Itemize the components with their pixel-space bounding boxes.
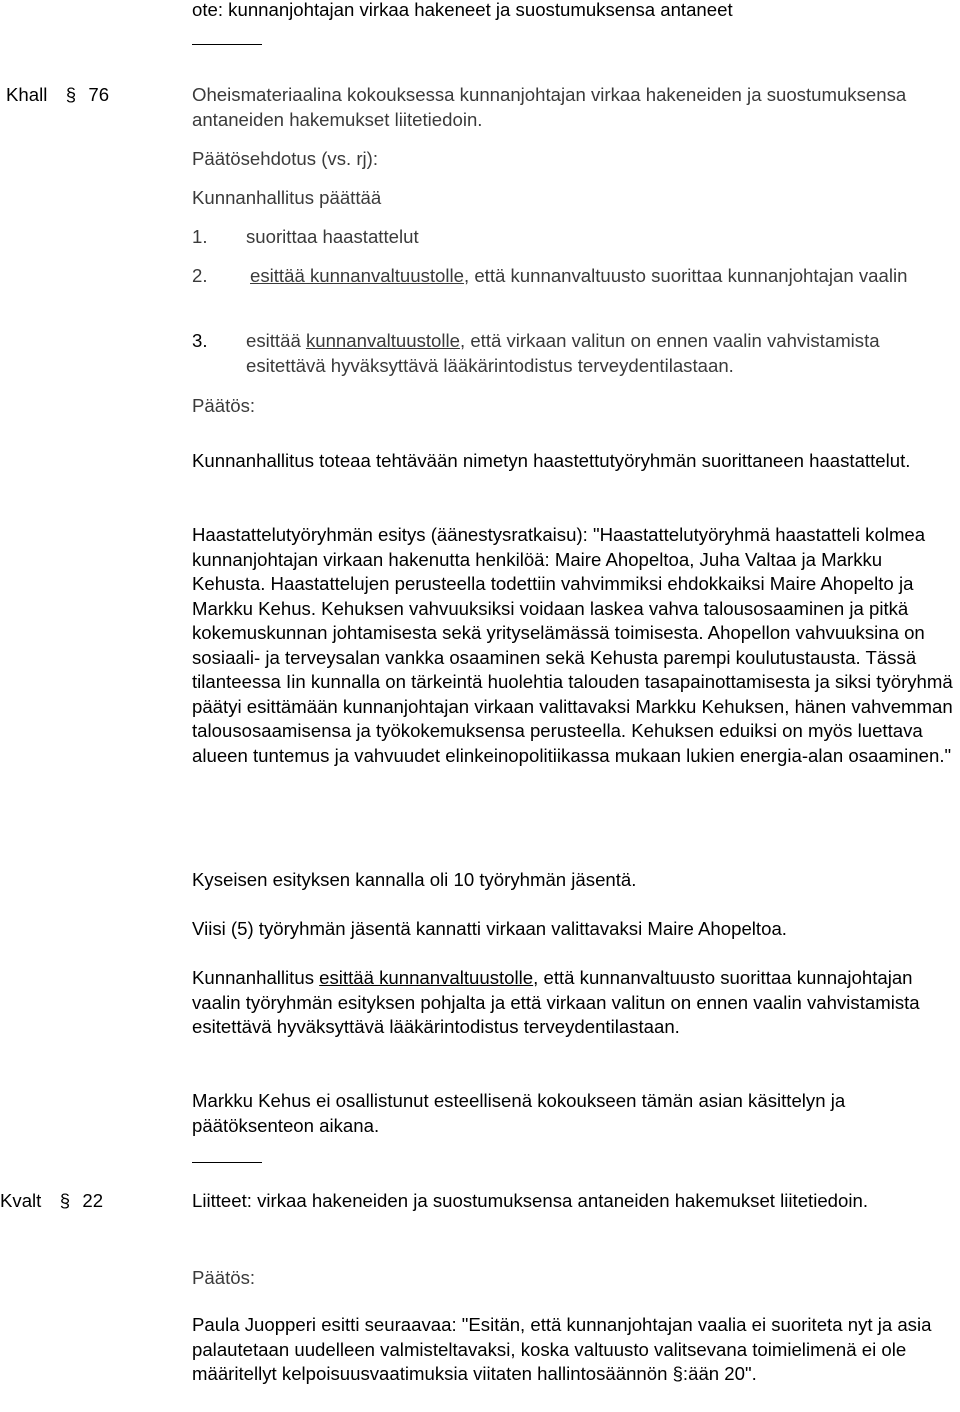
attachments-paragraph: Liitteet: virkaa hakeneiden ja suostumuksensa antaneiden hakemukset liitetiedoin.: [192, 1190, 868, 1211]
list-item-number: 1.: [192, 226, 208, 247]
paragraph: Viisi (5) työryhmän jäsentä kannatti virkaan valittavaksi Maire Ahopeltoa.: [192, 918, 787, 939]
section-reference-label: Khall: [6, 84, 48, 105]
paragraph-underlined-text: esittää kunnanvaltuustolle: [319, 967, 534, 988]
list-item-text: , että kunnanvaltuusto suorittaa kunnanjohtajan vaalin: [463, 265, 908, 286]
list-item-number: 3.: [192, 330, 208, 351]
paragraph-text: Kunnanhallitus: [192, 967, 320, 988]
list-item-text: suorittaa haastattelut: [246, 226, 419, 247]
list-item: [250, 264, 958, 289]
paragraph: Kunnanhallitus toteaa tehtävään nimetyn haastettutyöryhmän suorittaneen haastattelut.: [192, 450, 911, 471]
list-item-number: 2.: [192, 265, 208, 286]
intro-paragraph: Oheismateriaalina kokouksessa kunnanjohtajan virkaa hakeneiden ja suostumuksensa antaneiden hakemukset liitetiedoin.: [192, 84, 907, 130]
section-divider: [192, 44, 262, 45]
top-note: ote: kunnanjohtajan virkaa hakeneet ja suostumuksensa antaneet: [192, 0, 733, 20]
paragraph: [192, 966, 958, 1040]
section-sign: §: [65, 84, 77, 105]
list-item: [246, 329, 958, 378]
section-reference-kvalt: [0, 1189, 103, 1214]
section-reference-number: 76: [88, 84, 110, 105]
proposal-lead: Kunnanhallitus päättää: [192, 187, 382, 208]
section-divider: [192, 1162, 262, 1163]
paragraph: Markku Kehus ei osallistunut esteellisenä kokoukseen tämän asian käsittelyn ja päätöksenteon aikana.: [192, 1090, 846, 1136]
section-reference-khall: [6, 83, 109, 108]
paragraph-text: , että kunnanvaltuusto suorittaa kunnajohtajan vaalin työryhmän esityksen pohjalta ja että virkaan valitun on ennen vaalin vahvistamista esitettävä hyväksyttävä lääkärintodistus terveydentilastaan.: [192, 967, 920, 1037]
paragraph: Paula Juopperi esitti seuraavaa: "Esitän, että kunnanjohtajan vaalia ei suoriteta nyt ja asia palautetaan uudelleen valmisteltavaksi, koska valtuusto valitsevana toimielimenä ei ole määritellyt kelpoisuusvaatimuksia viitaten hallintosäännön §:ään 20".: [192, 1314, 932, 1384]
section-sign: §: [59, 1190, 71, 1211]
section-reference-number: 22: [82, 1190, 104, 1211]
working-group-proposal: Haastattelutyöryhmän esitys (äänestysratkaisu): "Haastattelutyöryhmä haastatteli kolmea kunnanjohtajan virkaan hakenutta henkilöä: Maire Ahopeltoa, Juha Valtaa ja Markku Kehusta. Haastattelujen perusteella todettiin vahvimmiksi ehdokkaiksi Maire Ahopelto ja Markku Kehus. Kehuksen vahvuuksiksi voidaan laskea vahva talousosaaminen ja pitkä kokemuskunnan johtamisesta sekä yrityselämässä toimisesta. Ahopellon vahvuuksina on sosiaali- ja terveysalan vankka osaaminen sekä Kehusta parempi koulutustausta. Tässä tilanteessa Iin kunnalla on tärkeintä huolehtia talouden tasapainottamisesta ja siksi työryhmä päätyi esittämään kunnanjohtajan virkaan valittavaksi Markku Kehuksen, hänen vahvemman talousosaamisensa ja työkokemuksensa perusteella. Kehuksen eduiksi on myös luettava alueen tuntemus ja vahvuudet elinkeinopolitiikassa mukaan lukien energia-alan osaaminen.": [192, 524, 953, 766]
list-item-underlined-text: kunnanvaltuustolle: [305, 330, 460, 351]
proposal-heading: Päätösehdotus (vs. rj):: [192, 148, 379, 169]
paragraph: Kyseisen esityksen kannalla oli 10 työryhmän jäsentä.: [192, 869, 637, 890]
list-item: [246, 225, 958, 250]
decision-heading: Päätös:: [192, 395, 256, 416]
list-item-underlined-text: esittää kunnanvaltuustolle: [250, 265, 464, 286]
section-reference-label: Kvalt: [0, 1190, 42, 1211]
list-item-text: , että virkaan valitun on ennen vaalin vahvistamista esitettävä hyväksyttävä lääkärintodistus terveydentilastaan.: [246, 330, 880, 376]
decision-heading: Päätös:: [192, 1267, 256, 1288]
list-item-text: esittää: [246, 330, 306, 351]
